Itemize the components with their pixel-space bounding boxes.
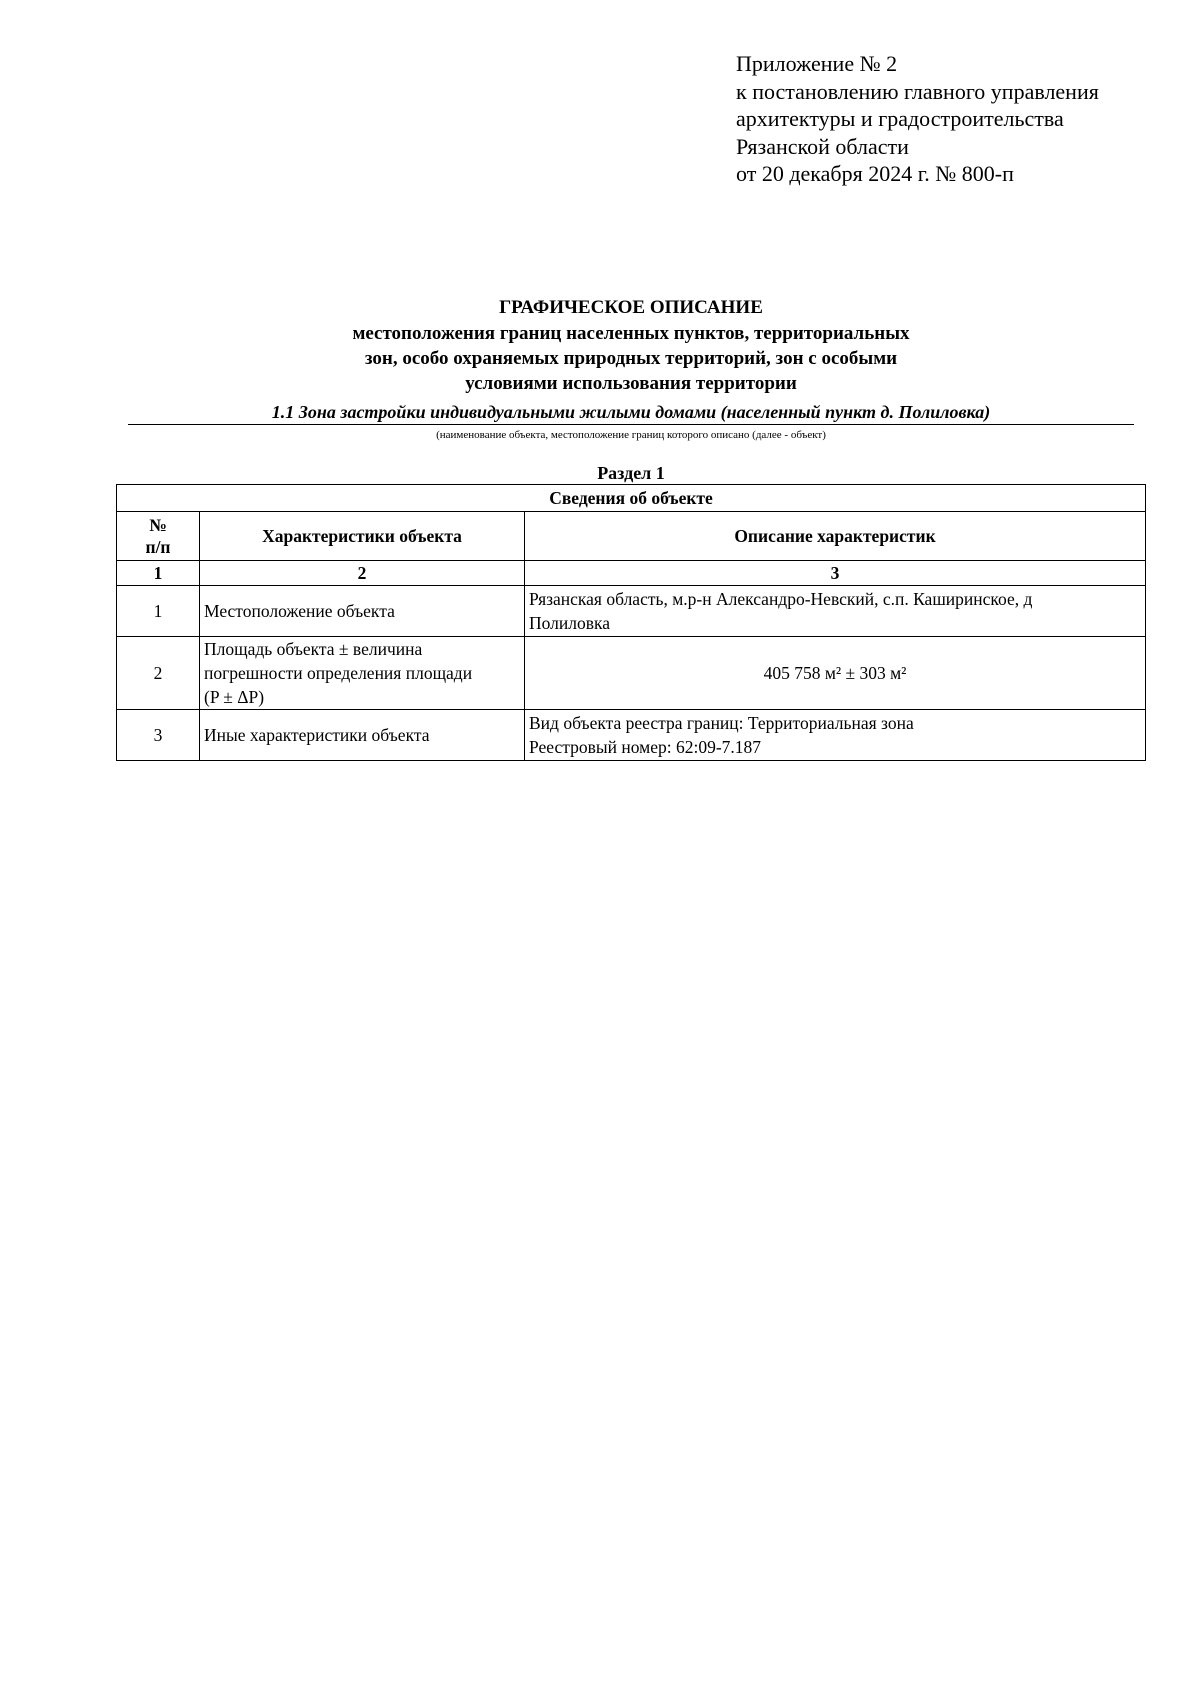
row-characteristic bbox=[200, 710, 525, 761]
cell-line: Полиловка bbox=[529, 613, 611, 633]
table-row bbox=[117, 710, 1146, 761]
header-characteristics: Характеристики объекта bbox=[200, 512, 525, 561]
appendix-line: Приложение № 2 bbox=[736, 51, 898, 76]
table-row bbox=[117, 637, 1146, 710]
document-subtitle-line: зон, особо охраняемых природных территорий, зон с особыми bbox=[364, 348, 898, 369]
table-caption: Сведения об объекте bbox=[117, 485, 1146, 512]
row-description bbox=[525, 637, 1146, 710]
appendix-line: от 20 декабря 2024 г. № 800-п bbox=[736, 161, 1014, 186]
document-subtitle-line: местоположения границ населенных пунктов, территориальных bbox=[352, 323, 910, 344]
table-caption-row bbox=[117, 485, 1146, 512]
column-number: 3 bbox=[525, 561, 1146, 586]
cell-line: 405 758 м² ± 303 м² bbox=[763, 663, 907, 683]
row-characteristic bbox=[200, 586, 525, 637]
document-subtitle-line: условиями использования территории bbox=[465, 373, 797, 394]
row-characteristic bbox=[200, 637, 525, 710]
cell-line: Площадь объекта ± величина bbox=[204, 639, 423, 659]
appendix-line: к постановлению главного управления bbox=[736, 78, 1099, 104]
cell-line: (P ± ΔP) bbox=[204, 687, 265, 707]
appendix-line: Рязанской области bbox=[736, 133, 909, 159]
row-description bbox=[525, 586, 1146, 637]
header-num-line: п/п bbox=[145, 537, 171, 557]
document-title-block bbox=[128, 295, 1134, 396]
header-num bbox=[117, 512, 200, 561]
cell-line: Реестровый номер: 62:09-7.187 bbox=[529, 737, 762, 757]
header-description: Описание характеристик bbox=[525, 512, 1146, 561]
appendix-block bbox=[736, 50, 1176, 188]
cell-line: Иные характеристики объекта bbox=[204, 725, 430, 745]
row-number: 1 bbox=[117, 586, 200, 637]
object-name-caption: (наименование объекта, местоположение границ которого описано (далее - объект) bbox=[436, 429, 826, 441]
table-row bbox=[117, 586, 1146, 637]
section-title: Раздел 1 bbox=[597, 463, 665, 483]
row-number: 2 bbox=[117, 637, 200, 710]
column-number: 1 bbox=[117, 561, 200, 586]
column-number: 2 bbox=[200, 561, 525, 586]
cell-line: погрешности определения площади bbox=[204, 663, 473, 683]
row-description bbox=[525, 710, 1146, 761]
cell-line: Местоположение объекта bbox=[204, 601, 395, 621]
header-num-line: № bbox=[149, 515, 167, 535]
row-number: 3 bbox=[117, 710, 200, 761]
object-name: 1.1 Зона застройки индивидуальными жилыми домами (населенный пункт д. Полиловка) bbox=[128, 400, 1134, 425]
table-header-row bbox=[117, 512, 1146, 561]
document-title: ГРАФИЧЕСКОЕ ОПИСАНИЕ bbox=[499, 297, 763, 318]
object-info-table bbox=[116, 484, 1146, 761]
appendix-line: архитектуры и градостроительства bbox=[736, 106, 1064, 131]
table-column-number-row bbox=[117, 561, 1146, 586]
cell-line: Рязанская область, м.р-н Александро-Невский, с.п. Каширинское, д bbox=[529, 589, 1033, 609]
cell-line: Вид объекта реестра границ: Территориальная зона bbox=[529, 713, 914, 733]
